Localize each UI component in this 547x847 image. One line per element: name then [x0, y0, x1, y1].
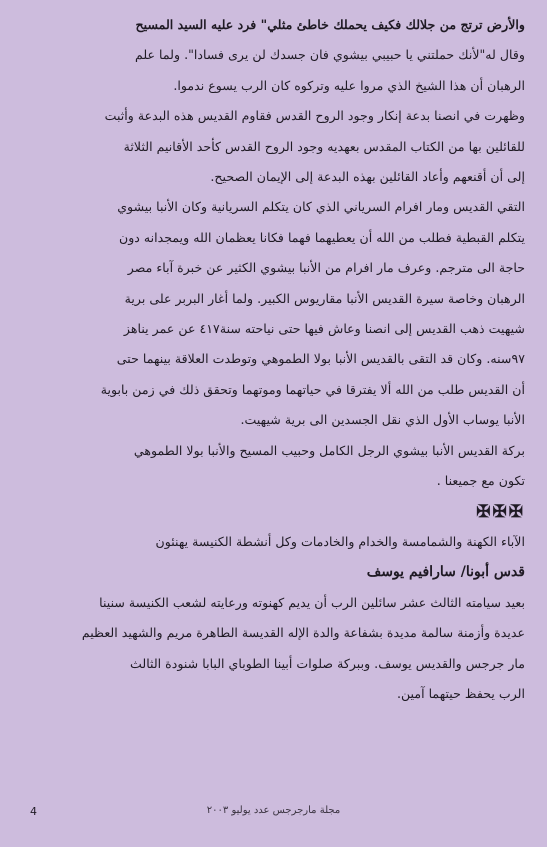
article-paragraphs [22, 10, 525, 497]
text-line: والأرض ترتج من جلالك فكيف يحملك خاطئ مثلي" فرد عليه السيد المسيح [135, 17, 525, 32]
announcement-line: الآباء الكهنة والشمامسة والخدام والخادمات وكل أنشطة الكنيسة يهنئون [155, 533, 525, 549]
text-line: إلى أن أقنعهم وأعاد القائلين بهذه البدعة إلى الإيمان الصحيح. [210, 169, 525, 185]
text-line: يتكلم القبطية فطلب من الله أن يعطيهما فهما فكانا يعظمان الله ويمجدانه دون [118, 229, 525, 245]
page-number: 4 [30, 805, 37, 818]
closing-line: مار جرجس والقديس يوسف. وببركة صلوات أبينا الطوباي البابا شنودة الثالث [129, 655, 525, 671]
article-body [22, 10, 525, 709]
page-footer [24, 805, 523, 823]
text-line: الرهبان وخاصة سيرة القديس الأنبا مقاريوس الكبير. ولما أغار البربر على برية [124, 290, 525, 306]
closing-line: عديدة وأزمنة سالمة مديدة بشفاعة والدة الإله القديسة الطاهرة مريم والشهيد العظيم [81, 625, 525, 641]
text-line: أن القديس طلب من الله ألا يفترقا في حياتهما وموتهما وتحقق ذلك في زمن بابوية [100, 381, 525, 397]
closing-line: الرب يحفظ حيتهما آمين. [396, 685, 525, 701]
closing-line: بعيد سيامته الثالث عشر سائلين الرب أن يديم كهنوته ورعايته لشعب الكنيسة سنينا [99, 594, 525, 610]
text-line: شيهيت ذهب القديس إلى انصنا وعاش فيها حتى نياحته سنة٤١٧ عن عمر يناهز [123, 321, 525, 337]
text-line: وقال له"لأنك حملتني يا حبيبي بيشوي فان جسدك لن يرى فسادا". ولما علم [134, 47, 525, 63]
text-line: وظهرت في انصنا بدعة إنكار وجود الروح القدس فقاوم القديس هذه البدعة وأثبت [104, 108, 525, 124]
magazine-footer-title: مجلة مارجرجس عدد يوليو ٢٠٠٣ [206, 805, 341, 816]
text-line: التقي القديس ومار افرام السرياني الذي كان يتكلم السريانية وكان الأنبا بيشوي [117, 199, 525, 215]
text-line: الرهبان أن هذا الشيخ الذي مروا عليه وتركوه كان الرب يسوع ندموا. [173, 77, 525, 93]
text-line: تكون مع جميعنا . [436, 473, 525, 489]
announcement-heading: قدس أبونا/ سارافيم يوسف [366, 564, 525, 581]
text-line: حاجة الى مترجم. وعرف مار افرام من الأنبا بيشوي الكثير عن خبرة آباء مصر [127, 260, 525, 276]
closing-paragraph [22, 588, 525, 710]
text-line: ٩٧سنه. وكان قد التقى بالقديس الأنبا بولا الطموهي وتوطدت العلاقة بينهما حتى [116, 351, 525, 367]
text-line: للقائلين بها من الكتاب المقدس بعهديه وجود الروح القدس كأحد الأقانيم الثلاثة [123, 138, 525, 154]
text-line: بركة القديس الأنبا بيشوي الرجل الكامل وحبيب المسيح والأنبا بولا الطموهي [133, 442, 525, 458]
crosses-separator: ✠✠✠ [476, 501, 525, 522]
text-line: الأنبا يوساب الأول الذي نقل الجسدين الى برية شيهيت. [240, 412, 525, 428]
